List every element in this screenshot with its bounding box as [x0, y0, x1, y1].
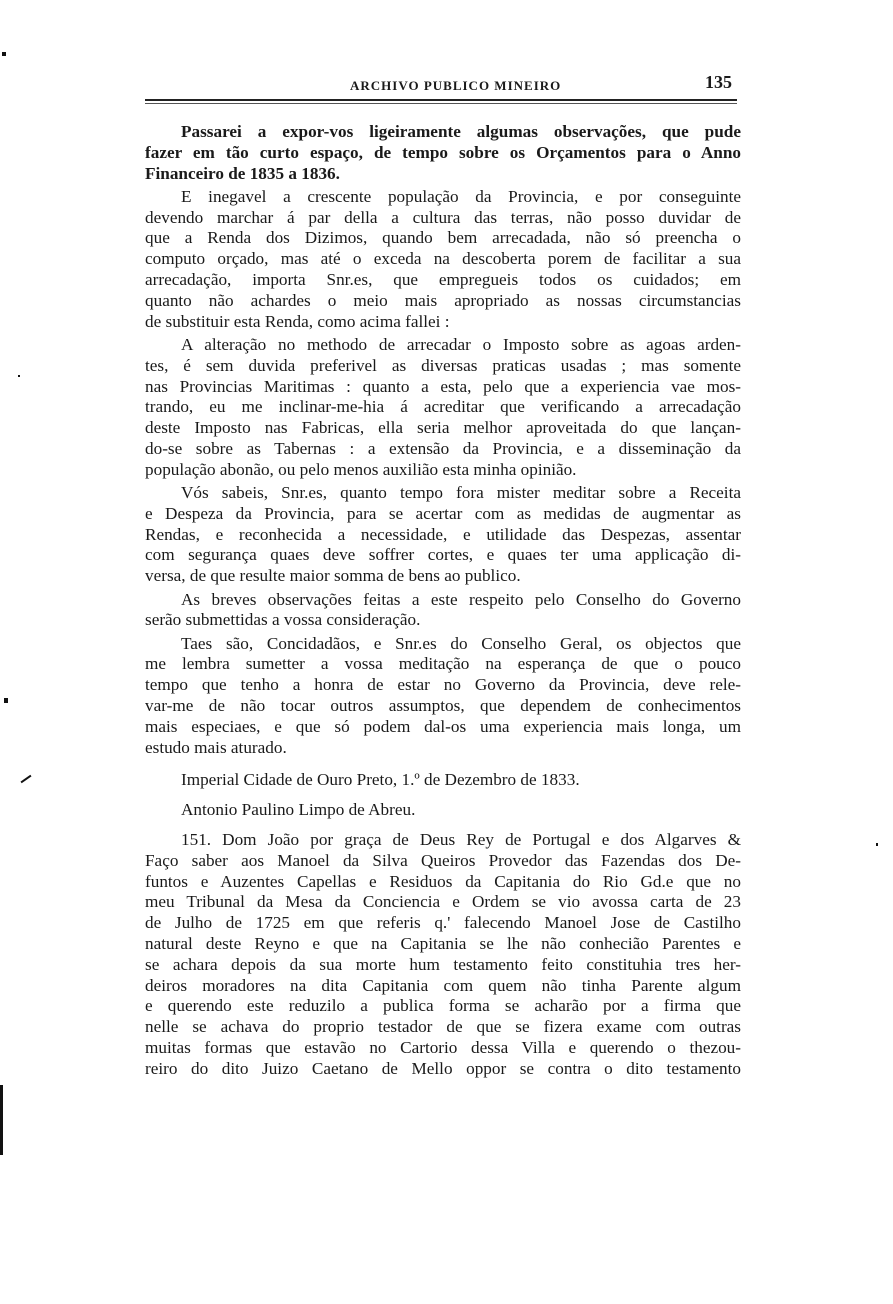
text-line: Faço saber aos Manoel da Silva Queiros Provedor das Fazendas dos De- — [145, 850, 741, 870]
text-line: de substituir esta Renda, como acima fallei : — [145, 311, 450, 331]
text-line: se achara depois da sua morte hum testamento feito constituhia tres her- — [145, 954, 741, 974]
text-line: 151. Dom João por graça de Deus Rey de Portugal e dos Algarves & — [181, 830, 741, 849]
text-line: Taes são, Concidadãos, e Snr.es do Conselho Geral, os objectos que — [181, 633, 741, 653]
text-line: Rendas, e reconhecida a necessidade, e utilidade das Despezas, assentar — [145, 524, 741, 544]
document-151 — [145, 830, 741, 1080]
text-line: Vós sabeis, Snr.es, quanto tempo fora mister meditar sobre a Receita — [181, 483, 741, 503]
text-line: meu Tribunal da Mesa da Conciencia e Ordem se vio avossa carta de 23 — [145, 892, 741, 912]
text-line: arrecadação, importa Snr.es, que empregueis todos os cuidados; em — [145, 270, 741, 290]
page-number: 135 — [705, 72, 732, 92]
text-line: população abonão, ou pelo menos auxilião esta minha opinião. — [145, 459, 577, 479]
text-line: fazer em tão curto espaço, de tempo sobre os Orçamentos para o Anno — [145, 142, 741, 162]
header-rule — [145, 99, 737, 101]
text-line: quanto não achardes o meio mais apropriado as nossas circumstancias — [145, 290, 741, 310]
text-line: natural deste Reyno e que na Capitania se lhe não conhecião Parentes e — [145, 933, 741, 953]
text-line: reiro do dito Juizo Caetano de Mello oppor se contra o dito testamento — [145, 1058, 741, 1078]
text-line: mais especiaes, e que só podem dal-os uma experiencia mais longa, um — [145, 716, 741, 736]
text-line: tes, é sem duvida preferivel as diversas praticas usadas ; mas somente — [145, 355, 741, 375]
text-line: devendo marchar á par della a cultura das terras, não posso duvidar de — [145, 207, 741, 227]
paragraph — [145, 483, 741, 587]
header-rule-thin — [145, 103, 737, 104]
paragraph — [145, 187, 741, 333]
text-line: serão submettidas a vossa consideração. — [145, 610, 421, 630]
scan-edge-mark — [0, 1085, 3, 1155]
text-line: muitas formas que estavão no Cartorio dessa Villa e querendo o thezou- — [145, 1037, 741, 1057]
text-line: de Julho de 1725 em que referis q.' falecendo Manoel Jose de Castilho — [145, 913, 741, 933]
body-text — [145, 122, 741, 1080]
text-line: nelle se achava do proprio testador de que se fizera exame com outras — [145, 1017, 741, 1037]
text-line: nas Provincias Maritimas : quanto a esta, pelo que a experiencia vae mos- — [145, 376, 741, 396]
text-line: E inegavel a crescente população da Provincia, e por conseguinte — [181, 186, 741, 206]
text-line: com segurança quaes deve soffrer cortes, e quaes ter uma applicação di- — [145, 545, 741, 565]
text-line: As breves observações feitas a este respeito pelo Conselho do Governo — [181, 589, 741, 609]
text-line: computo orçado, mas até o exceda na descoberta porem de facilitar a sua — [145, 249, 741, 269]
text-line: me lembra sumetter a vossa meditação na esperança de que o pouco — [145, 654, 741, 674]
text-line: deste Imposto nas Fabricas, ella seria melhor aproveitada do que lançan- — [145, 418, 741, 438]
text-line: var-me de não tocar outros assumptos, que dependem de conhecimentos — [145, 696, 741, 716]
text-line: Passarei a expor-vos ligeiramente algumas observações, que pude — [181, 122, 741, 141]
text-line: funtos e Auzentes Capellas e Residuos da Capitania do Rio Gd.e que no — [145, 871, 741, 891]
text-line: do-se sobre as Tabernas : a extensão da Provincia, e a disseminação da — [145, 438, 741, 458]
running-header — [145, 70, 740, 98]
paragraph — [145, 122, 741, 184]
scan-speck — [21, 775, 32, 784]
scan-speck — [18, 375, 20, 377]
text-line: Financeiro de 1835 a 1836. — [145, 163, 340, 183]
text-line: versa, de que resulte maior somma de bens ao publico. — [145, 566, 521, 586]
text-line: A alteração no methodo de arrecadar o Imposto sobre as agoas arden- — [181, 334, 741, 354]
text-line: que a Renda dos Dizimos, quando bem arrecadada, não só preencha o — [145, 228, 741, 248]
paragraph — [145, 634, 741, 759]
text-line: e querendo este reduzilo a publica forma se acharão por a firma que — [145, 996, 741, 1016]
text-line: tempo que tenho a honra de estar no Governo da Provincia, deve rele- — [145, 675, 741, 695]
text-line: estudo mais aturado. — [145, 737, 287, 757]
place-date: Imperial Cidade de Ouro Preto, 1.º de Dezembro de 1833. — [181, 770, 580, 790]
scan-speck — [876, 843, 878, 846]
scan-speck — [4, 698, 8, 703]
paragraph — [145, 590, 741, 632]
journal-title: ARCHIVO PUBLICO MINEIRO — [350, 78, 562, 93]
text-line: deiros moradores na dita Capitania com quem não tinha Parente algum — [145, 975, 741, 995]
text-line: trando, eu me inclinar-me-hia á acreditar que verificando a arrecadação — [145, 397, 741, 417]
text-line: e Despeza da Provincia, para se acertar com as medidas de augmentar as — [145, 503, 741, 523]
signatory-name: Antonio Paulino Limpo de Abreu. — [181, 800, 416, 820]
scan-speck — [2, 52, 6, 56]
paragraph — [145, 335, 741, 481]
